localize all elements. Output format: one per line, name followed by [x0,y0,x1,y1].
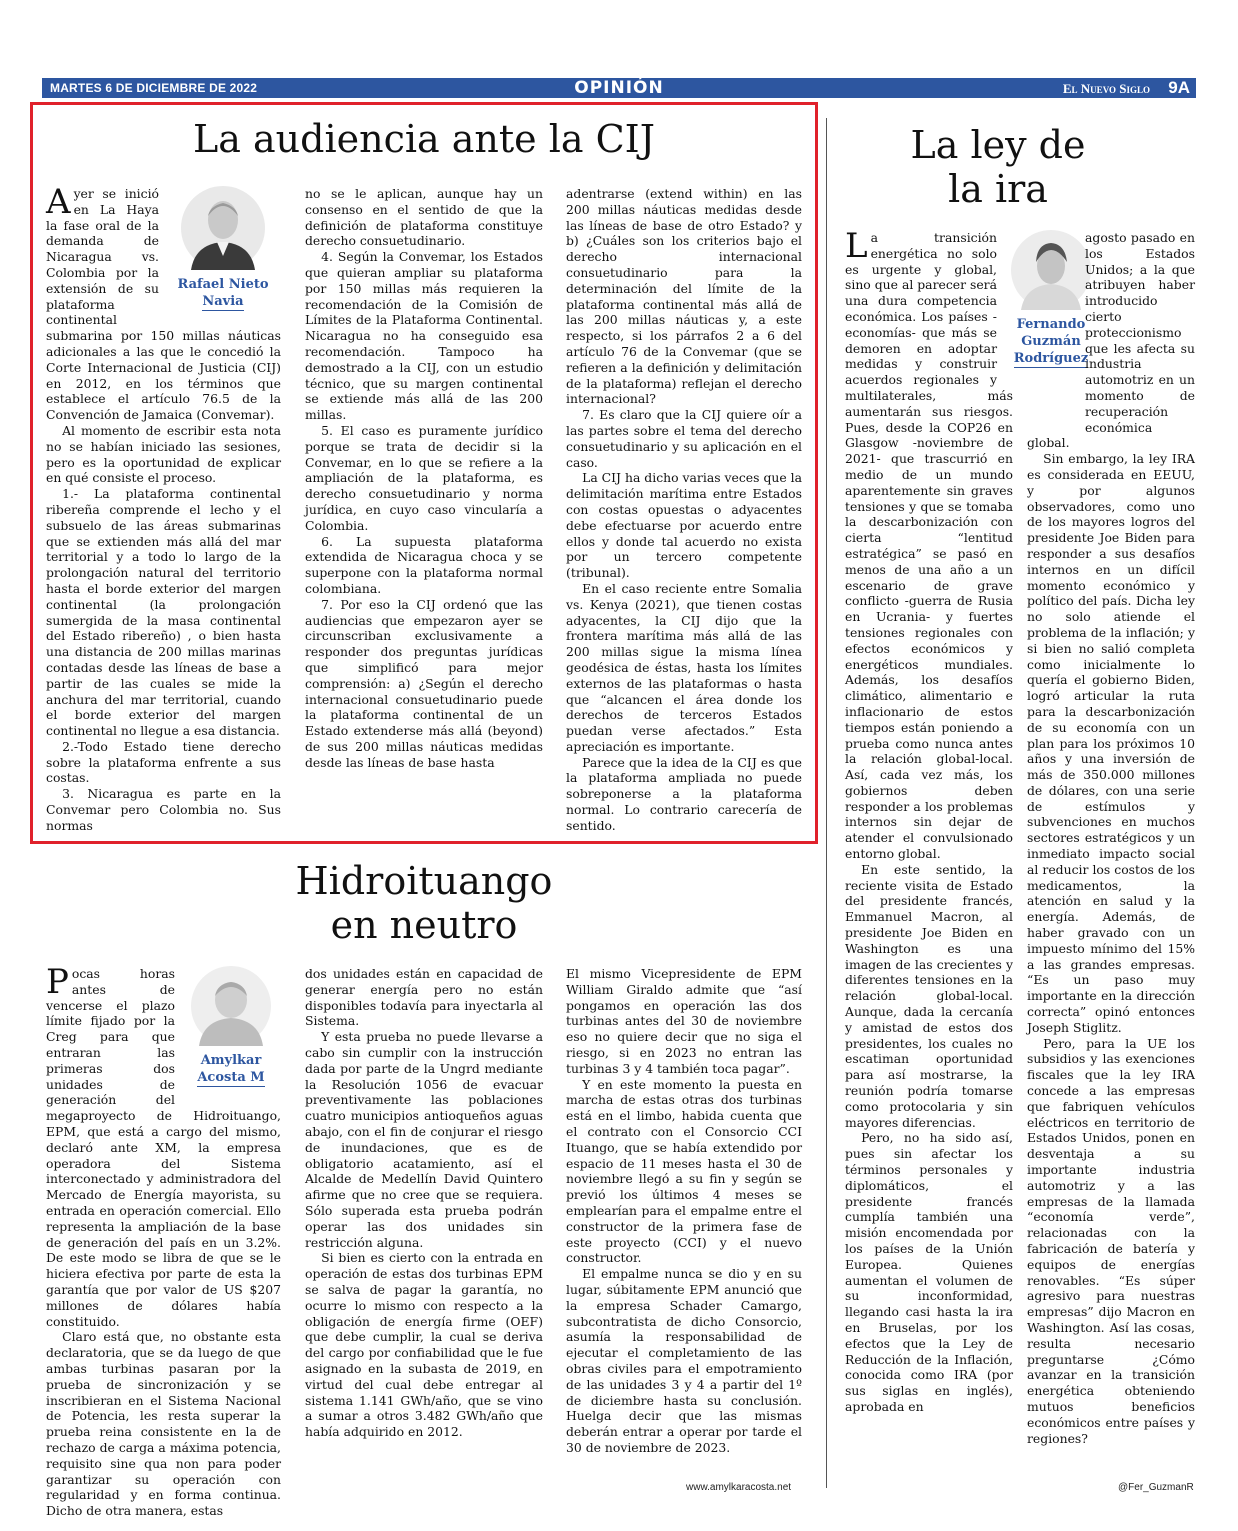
hidro-headline [42,860,806,947]
cij-column-1 [46,182,281,833]
hidro-paragraph: El empalme nunca se dio y en su lugar, súbitamente EPM anunció que la empresa Schader Camargo, subcontratista de dicho Consorcio, asumía la responsabilidad de ejecutar el completamiento de las obras civiles para el empotramiento de las unidades 3 y 4 a partir del 1º de diciembre hasta su conclusión. Huelga decir que las mismas deberán entrar a operar por tarde el 30 de noviembre de 2023. [566,1266,802,1455]
cij-paragraph: En el caso reciente entre Somalia vs. Kenya (2021), que tienen costas adyacentes, la CIJ dijo que la frontera marítima más allá de las 200 millas sigue la misma línea geodésica de éstas, hasta los límites externos de las plataformas o hasta que “alcancen el área donde los derechos de terceros Estados puedan verse afectados.” Esta apreciación es importante. [566,580,802,754]
hidro-paragraph: El mismo Vicepresidente de EPM William Giraldo admite que “así pongamos en operación las dos turbinas antes del 30 de noviembre eso no quiere decir que no siga el riesgo, si en 2023 no entran las turbinas 3 y 4 también toca pagar”. [566,966,802,1076]
cij-paragraph: 6. La supuesta plataforma extendida de Nicaragua choca y se superpone con la plataforma normal colombiana. [305,533,543,596]
cij-paragraph: 4. Según la Convemar, los Estados que quieran ampliar su plataforma por 150 millas más requieren la recomendación de la Comisión de Límites de la Plataforma Continental. Nicaragua no ha conseguido esa recomendación. Tampoco ha demostrado a la CIJ, con un estudio técnico, que su margen continental se extiende más allá de las 200 millas. [305,249,543,423]
cij-dropcap: A [46,182,71,222]
cij-paragraph-first: Ayer se inició en La Haya la fase oral de la demanda de Nicaragua vs. Colombia por la extensión de su plataforma continental submarina por 150 millas náuticas adicionales a las que le concedió la Corte Internacional de Justicia (CIJ) en 2012, en los términos que establece el artículo 76.5 de la Convención de Jamaica (Convemar). [46,182,281,423]
ira-author-name-2: Guzmán [1021,334,1081,349]
hidro-paragraph-first: Pocas horas antes de vencerse el plazo límite fijado por la Creg para que entraran las primeras dos unidades de generación del megaproyecto de Hidroituango, EPM, que está a cargo del mismo, declaró ante XM, la empresa operadora del Sistema interconectado y administradora del Mercado de Energía mayorista, su entrada en operación comercial. Ello representa la ampliación de la base de generación del país en un 3.2%. De este modo se libra de que se le hiciera efectiva por parte de esta la garantía que por valor de US $207 millones de dólares había constituido. [46,962,281,1329]
hidro-paragraph: Si bien es cierto con la entrada en operación de estas dos turbinas EPM se salva de pagar la garantía, no ocurre lo mismo con respecto a la obligación de energía firme (OEF) que debe cumplir, la cual se deriva del cargo por confiabilidad que le fue asignado en la subasta de 2019, en virtud del cual debe entregar al sistema 1.141 GWh/año, que se vino a sumar a otros 3.482 GWh/año que había adquirido en 2012. [305,1250,543,1440]
ira-paragraph: Pero, no ha sido así, pues sin afectar los términos personales y diplomáticos, el presidente francés cumplía también una misión encomendada por los países de la Unión Europea. Quienes aumentan el volumen de su inconformidad, llegando casi hasta la ira en Bruselas, por los efectos que la Ley de Reducción de la Inflación, conocida como IRA (por sus siglas en inglés), aprobada en [845,1130,1013,1414]
ira-paragraph: agosto pasado en los Estados Unidos; a la que atribuyen haber introducido cierto proteccionismo que les afecta su industria automotriz en un momento de recuperación económica global. [1027,230,1195,451]
hidro-paragraph: Y en este momento la puesta en marcha de estas otras dos turbinas está en el limbo, habida cuenta que el contrato con el Consorcio CCI Ituango, que se había extendido por espacio de 11 meses hasta el 30 de noviembre llegó a su fin y según se previó los últimos 4 meses se emplearían para el empalme entre el constructor de la primera fase de este proyecto (CCI) y el nuevo constructor. [566,1076,802,1266]
cij-paragraph: adentrarse (extend within) en las 200 millas náuticas medidas desde las líneas de base de otro Estado? y b) ¿Cuáles son los criterios bajo el derecho internacional consuetudinario para la determinación del límite de la plataforma continental más allá de las 200 millas náuticas y, a este respecto, si los párrafos 2 a 6 del artículo 76 de la Convemar (que se refieren a la definición y delimitación de la plataforma) reflejan el derecho internacional? [566,186,802,407]
hidro-author-name-1: Amylkar [200,1053,262,1068]
section-title: OPINIÓN [574,78,664,98]
cij-paragraph: 1.- La plataforma continental ribereña comprende el lecho y el subsuelo de las áreas submarinas que se extienden más allá del mar territorial y a todo lo largo de la prolongación natural del territorio hasta el borde exterior del margen continental (la prolongación sumergida de la masa continental del Estado ribereño) , o bien hasta una distancia de 200 millas marinas contadas desde las líneas de base a partir de las cuales se mide la anchura del mar territorial, cuando el borde exterior del margen continental no llegue a esa distancia. [46,486,281,739]
cij-author-name-1: Rafael Nieto [177,277,269,292]
cij-paragraph: La CIJ ha dicho varias veces que la delimitación marítima entre Estados con costas opuestas o adyacentes debe efectuarse por acuerdo entre ellos y donde tal acuerdo no exista por un tercero competente (tribunal). [566,470,802,581]
issue-date: MARTES 6 DE DICIEMBRE DE 2022 [50,81,258,95]
hidro-dropcap: P [46,962,69,1002]
ira-headline-line-2: la ira [948,166,1048,211]
ira-paragraph-first: La transición energética no solo es urgente y global, sino que al parecer será una dura competencia económica. Los países -economías- que más se demoren en adoptar medidas y construir acuerdos regionales y multilaterales, más aumentarán sus riesgos. Pues, desde la COP26 en Glasgow -noviembre de 2021- que trascurrió en medio de un mundo aparentemente sin graves tensiones y que se tomaba la descarbonización con cierta “lentitud estratégica” se pasó en menos de una año a un escenario de grave conflicto -guerra de Rusia en Ucrania- y fuertes tensiones regionales con efectos económicos y energéticos mundiales. Además, los desafíos climático, alimentario e inflacionario de estos tiempos están poniendo a prueba como nunca antes la relación global-local. Así, cada vez más, los gobiernos deben responder a los problemas internos sin dejar de atender el convulsionado entorno global. [845,226,1013,862]
ira-column-2 [1027,230,1195,1470]
cij-author-name-2: Navia [202,294,244,309]
ira-author-name-1: Fernando [1016,317,1086,332]
hidro-byline [181,966,281,1087]
column-divider [826,118,827,1488]
ira-headline-line-1: La ley de [910,123,1086,167]
author-portrait-icon [181,186,265,270]
hidro-author-website: www.amylkaracosta.net [686,1482,792,1493]
ira-dropcap: L [845,226,868,266]
ira-author-handle: @Fer_GuzmanR [1118,1482,1194,1493]
page-number: 9A [1168,78,1190,97]
ira-column-1 [845,226,1089,1500]
cij-paragraph: 5. El caso es puramente jurídico porque se trata de decidir si la Convemar, en lo que se refiere a la ampliación de la plataforma, es derecho consuetudinario y norma jurídica, en cuyo caso vincularía a Colombia. [305,422,543,533]
newspaper-name: El Nuevo Siglo [1062,81,1150,96]
ira-byline-spacer [1027,230,1085,420]
cij-byline [165,186,281,311]
ira-author-name-3: Rodríguez [1013,351,1089,366]
hidro-paragraph: Y esta prueba no puede llevarse a cabo sin cumplir con la instrucción dada por parte de la Ungrd mediante la Resolución 1056 de evacuar preventivamente las poblaciones cuatro municipios antioqueños aguas abajo, con el fin de conjurar el riesgo de inundaciones, que es de obligatorio acatamiento, así el Alcalde de Medellín David Quintero afirme que no cree que se requiera. Sólo superada esta prueba podrán operar las dos unidades sin restricción alguna. [305,1029,543,1250]
ira-paragraph: Sin embargo, la ley IRA es considerada en EEUU, y por algunos observadores, como uno de los mayores logros del presidente Joe Biden para responder a sus desafíos internos en un difícil momento económico y político del país. Dicha ley no solo atiende el problema de la inflación; y si bien no salió completa como inicialmente lo quería el gobierno Biden, logró articular la ruta para la descarbonización de su economía con un plan para los próximos 10 años y una inversión de más de 350.000 millones de dólares, con una serie de estímulos y subvenciones en muchos sectores estratégicos y un inmediato impacto social al reducir los costos de los medicamentos, la atención en salud y la energía. Además, de haber gravado con un impuesto mínimo del 15% a las grandes empresas. “Es un paso muy importante en la dirección correcta” opinó entonces Joseph Stiglitz. [1027,451,1195,1035]
hidro-author-name-2: Acosta M [197,1070,265,1085]
cij-paragraph: 7. Es claro que la CIJ quiere oír a las partes sobre el tema del derecho consuetudinario y su aplicación en el caso. [566,407,802,470]
hidro-column-1 [46,962,281,1519]
cij-paragraph: 2.-Todo Estado tiene derecho sobre la plataforma enfrente a sus costas. [46,738,281,786]
page-header-bar [42,78,1196,98]
hidro-paragraph: dos unidades están en capacidad de generar energía pero no están disponibles todavía para inyectarla al Sistema. [305,966,543,1029]
hidro-column-3 [566,966,802,1466]
ira-paragraph: En este sentido, la reciente visita de Estado del presidente francés, Emmanuel Macron, al presidente Joe Biden en Washington es una imagen de las crecientes y diferentes tensiones en la relación global-local. Aunque, dada la cercanía y amistad de estos dos presidentes, los cuales no escatiman oportunidad para así mostrarse, la reunión podría tomarse como protocolaria y sin mayores diferencias. [845,861,1013,1130]
author-portrait-icon [191,966,271,1046]
cij-headline: La audiencia ante la CIJ [193,117,655,161]
hidro-column-2 [305,966,543,1496]
hidro-headline-line-1: Hidroituango [295,859,553,903]
ira-headline [838,124,1158,211]
cij-paragraph: no se le aplican, aunque hay un consenso en el sentido de que la definición de plataforma constituye derecho consuetudinario. [305,186,543,249]
ira-paragraph: Pero, para la UE los subsidios y las exenciones fiscales que la ley IRA concede a las empresas que fabriquen vehículos eléctricos en territorio de Estados Unidos, ponen en desventaja a su importante industria automotriz y a las empresas de la llamada “economía verde”, relacionadas con la fabricación de batería y equipos de energías renovables. “Es súper agresivo para nuestras empresas” dijo Macron en Washington. Así las cosas, resulta necesario preguntarse ¿Cómo avanzar en la transición energética obteniendo mutuos beneficios económicos entre países y regiones? [1027,1035,1195,1446]
hidro-headline-line-2: en neutro [330,902,518,947]
cij-column-2 [305,186,543,826]
cij-paragraph: 3. Nicaragua es parte en la Convemar pero Colombia no. Sus normas [46,786,281,833]
cij-paragraph: Al momento de escribir esta nota no se habían iniciado las sesiones, pero es la oportunidad de explicar en qué consiste el proceso. [46,422,281,486]
cij-paragraph: Parece que la idea de la CIJ es que la plataforma ampliada no puede sobreponerse a la plataforma normal. Lo contrario carecería de sentido. [566,754,802,833]
cij-column-3 [566,186,802,833]
hidro-paragraph: Claro está que, no obstante esta declaratoria, que se da luego de que ambas turbinas pasaran por la prueba de sincronización y se inscribieran en el Sistema Nacional de Potencia, les resta superar la prueba reina consistente en la de rechazo de carga a máxima potencia, requisito sine qua non para poder garantizar su operación con regularidad y en forma continua. Dicho de otra manera, estas [46,1329,281,1519]
cij-paragraph: 7. Por eso la CIJ ordenó que las audiencias que empezaron ayer se circunscriban exclusivamente a responder dos preguntas jurídicas que simplificó para mejor comprensión: a) ¿Según el derecho internacional consuetudinario puede la plataforma continental de un Estado extenderse más allá (beyond) de sus 200 millas náuticas medidas desde las líneas de base hasta [305,596,543,770]
